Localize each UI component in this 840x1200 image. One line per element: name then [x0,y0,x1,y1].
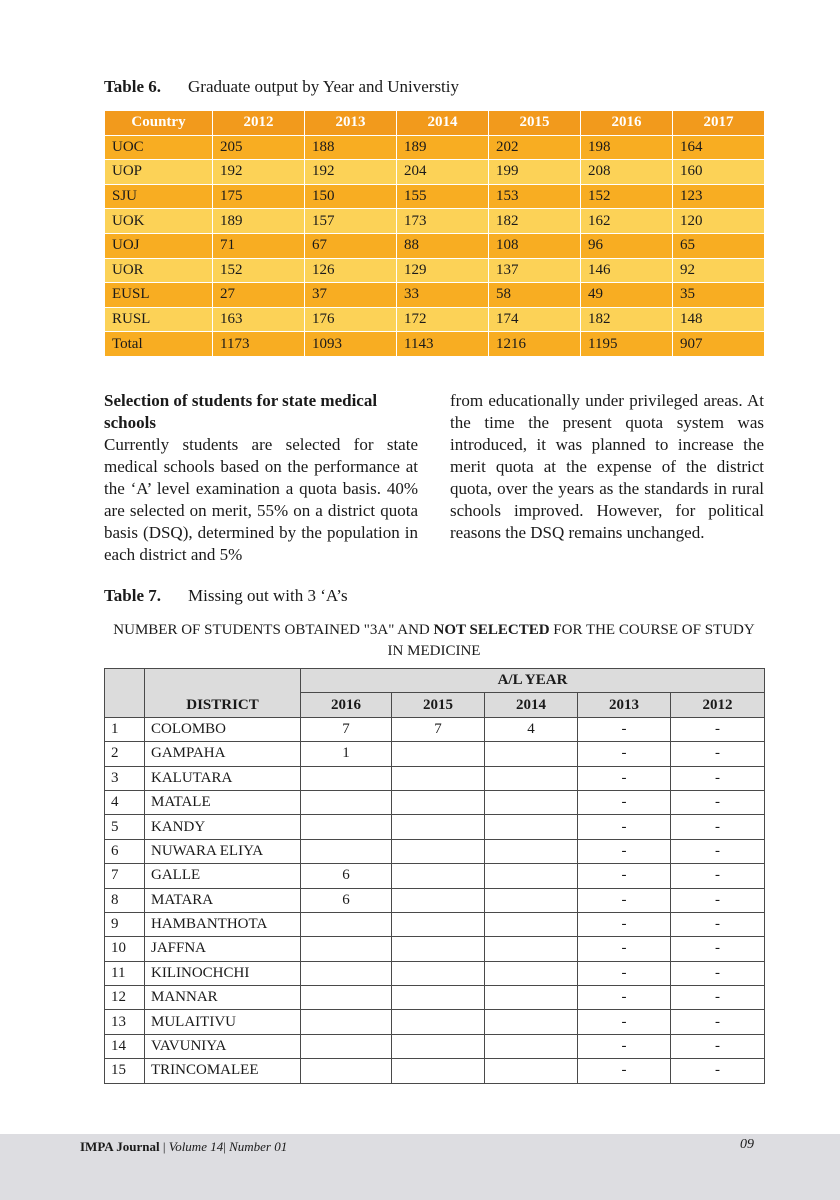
student-count-cell [301,986,392,1010]
student-count-cell: - [671,839,765,863]
university-cell: UOJ [105,233,213,258]
table6-title: Graduate output by Year and Universtiy [188,77,460,96]
table6-caption [104,77,459,97]
student-count-cell [392,790,485,814]
university-cell: SJU [105,184,213,209]
graduate-count-cell: 163 [213,307,305,332]
student-count-cell: - [671,790,765,814]
student-count-cell: - [578,1034,671,1058]
student-count-cell: - [671,961,765,985]
student-count-cell [485,912,578,936]
graduate-count-cell: 120 [673,209,765,234]
graduate-count-cell: 173 [397,209,489,234]
student-count-cell [392,961,485,985]
table-row [105,717,765,741]
student-count-cell [301,1059,392,1083]
graduate-count-cell: 152 [213,258,305,283]
student-count-cell: - [671,742,765,766]
student-count-cell: - [578,961,671,985]
student-count-cell: - [671,1010,765,1034]
student-count-cell: - [578,839,671,863]
row-index-cell: 3 [105,766,145,790]
district-cell: MULAITIVU [145,1010,301,1034]
row-index-cell: 4 [105,790,145,814]
district-cell: KANDY [145,815,301,839]
district-cell: MANNAR [145,986,301,1010]
district-cell: GALLE [145,864,301,888]
row-index-cell: 13 [105,1010,145,1034]
table-row [105,135,765,160]
student-count-cell: - [578,912,671,936]
paragraph-column-2: from educationally under privileged areas. At the time the present quota system was introduced, it was planned to increase the merit quota at the expense of the district quota, over the years as the standards in rural schools improved. However, for political reasons the DSQ remains unchanged. [450,391,764,542]
row-index-cell: 7 [105,864,145,888]
table-row [105,766,765,790]
graduate-count-cell: 199 [489,160,581,185]
student-count-cell [392,986,485,1010]
student-count-cell [301,815,392,839]
table-row [105,1059,765,1083]
row-index-cell: 6 [105,839,145,863]
student-count-cell: 1 [301,742,392,766]
district-cell: VAVUNIYA [145,1034,301,1058]
district-cell: KALUTARA [145,766,301,790]
row-index-cell: 11 [105,961,145,985]
district-header: DISTRICT [145,669,301,718]
student-count-cell [392,864,485,888]
table-row [105,258,765,283]
student-count-cell: - [671,1059,765,1083]
university-cell: UOC [105,135,213,160]
graduate-count-cell: 49 [581,283,673,308]
graduate-count-cell: 37 [305,283,397,308]
section-heading: Selection of students for state medical schools [104,391,378,432]
paragraph-column-1: Currently students are selected for state medical schools based on the performance at the ‘A’ level examination a quota basis. 40% are selected on merit, 55% on a district quota basis (DSQ), determined by the population in each district and 5% [104,435,418,564]
graduate-count-cell: 1195 [581,332,673,357]
table-row [105,961,765,985]
student-count-cell [392,839,485,863]
student-count-cell: - [671,766,765,790]
graduate-count-cell: 65 [673,233,765,258]
graduate-count-cell: 33 [397,283,489,308]
table-row [105,307,765,332]
graduate-count-cell: 152 [581,184,673,209]
student-count-cell: - [671,888,765,912]
student-count-cell [392,815,485,839]
journal-name: IMPA Journal [80,1139,160,1154]
university-cell: UOK [105,209,213,234]
university-cell: Total [105,332,213,357]
graduate-count-cell: 1173 [213,332,305,357]
table6-header-cell: 2013 [305,111,397,136]
graduate-count-cell: 88 [397,233,489,258]
student-count-cell [485,1059,578,1083]
table-row [105,1010,765,1034]
row-index-cell: 2 [105,742,145,766]
student-count-cell [485,1010,578,1034]
volume-label: Volume 14 [168,1139,224,1154]
district-cell: COLOMBO [145,717,301,741]
row-index-cell: 8 [105,888,145,912]
year-header-cell: 2014 [485,693,578,717]
student-count-cell [485,986,578,1010]
graduate-count-cell: 148 [673,307,765,332]
table6-header-row [105,111,765,136]
table-row [105,1034,765,1058]
graduate-count-cell: 58 [489,283,581,308]
student-count-cell [485,742,578,766]
graduate-count-cell: 129 [397,258,489,283]
student-count-cell: 6 [301,888,392,912]
student-count-cell: - [671,937,765,961]
table-row [105,160,765,185]
student-count-cell: - [671,1034,765,1058]
student-count-cell [392,888,485,912]
table-row [105,742,765,766]
student-count-cell: 7 [392,717,485,741]
graduate-count-cell: 155 [397,184,489,209]
student-count-cell [392,742,485,766]
graduate-count-cell: 1143 [397,332,489,357]
student-count-cell [392,937,485,961]
student-count-cell: - [578,986,671,1010]
student-count-cell: - [578,742,671,766]
table-row [105,912,765,936]
row-index-cell: 1 [105,717,145,741]
table-row [105,283,765,308]
table6-header-cell: 2014 [397,111,489,136]
district-cell: KILINOCHCHI [145,961,301,985]
graduate-count-cell: 1216 [489,332,581,357]
footer-separator: | [159,1139,169,1154]
student-count-cell: - [578,1059,671,1083]
student-count-cell [301,790,392,814]
table-row [105,233,765,258]
table-row [105,839,765,863]
graduate-count-cell: 175 [213,184,305,209]
student-count-cell [485,864,578,888]
student-count-cell [485,790,578,814]
student-count-cell [301,839,392,863]
student-count-cell [485,888,578,912]
table-row [105,937,765,961]
graduate-count-cell: 208 [581,160,673,185]
graduate-count-cell: 176 [305,307,397,332]
district-cell: TRINCOMALEE [145,1059,301,1083]
student-count-cell: - [578,888,671,912]
graduate-count-cell: 202 [489,135,581,160]
graduate-output-table [104,110,765,357]
missing-out-table [104,668,765,1084]
subtitle-bold-text: NOT SELECTED [433,622,550,638]
graduate-count-cell: 35 [673,283,765,308]
student-count-cell [301,1034,392,1058]
student-count-cell [301,937,392,961]
graduate-count-cell: 108 [489,233,581,258]
table7-title: Missing out with 3 ‘A’s [188,586,348,605]
graduate-count-cell: 123 [673,184,765,209]
graduate-count-cell: 153 [489,184,581,209]
graduate-count-cell: 160 [673,160,765,185]
student-count-cell [485,839,578,863]
graduate-count-cell: 71 [213,233,305,258]
table-row [105,864,765,888]
row-index-cell: 10 [105,937,145,961]
row-index-cell: 14 [105,1034,145,1058]
subtitle-text-2: FOR THE COURSE OF STUDY IN MEDICINE [387,622,755,659]
graduate-count-cell: 182 [581,307,673,332]
district-cell: MATARA [145,888,301,912]
graduate-count-cell: 162 [581,209,673,234]
graduate-count-cell: 174 [489,307,581,332]
student-count-cell: - [578,790,671,814]
graduate-count-cell: 172 [397,307,489,332]
student-count-cell [301,1010,392,1034]
university-cell: RUSL [105,307,213,332]
district-cell: HAMBANTHOTA [145,912,301,936]
table7-label: Table 7. [104,586,162,605]
student-count-cell [485,937,578,961]
graduate-count-cell: 907 [673,332,765,357]
index-header-cell [105,669,145,718]
graduate-count-cell: 192 [213,160,305,185]
student-count-cell: - [578,1010,671,1034]
graduate-count-cell: 126 [305,258,397,283]
table-row [105,790,765,814]
al-year-header: A/L YEAR [301,669,765,693]
table6-header-cell: 2015 [489,111,581,136]
student-count-cell: - [671,864,765,888]
graduate-count-cell: 189 [213,209,305,234]
university-cell: UOP [105,160,213,185]
table7-group-header-row [105,669,765,693]
subtitle-text-1: NUMBER OF STUDENTS OBTAINED "3A" AND [113,622,434,638]
district-cell: GAMPAHA [145,742,301,766]
table7-caption [104,586,348,606]
student-count-cell [392,766,485,790]
table6-header-cell: 2012 [213,111,305,136]
student-count-cell: - [578,717,671,741]
graduate-count-cell: 1093 [305,332,397,357]
student-count-cell: - [671,986,765,1010]
graduate-count-cell: 198 [581,135,673,160]
graduate-count-cell: 189 [397,135,489,160]
university-cell: EUSL [105,283,213,308]
table6-label: Table 6. [104,77,162,96]
student-count-cell: - [578,766,671,790]
row-index-cell: 12 [105,986,145,1010]
graduate-count-cell: 182 [489,209,581,234]
student-count-cell [301,961,392,985]
year-header-cell: 2012 [671,693,765,717]
table-row [105,815,765,839]
graduate-count-cell: 67 [305,233,397,258]
student-count-cell [485,815,578,839]
table7-subtitle [104,620,764,662]
table-row [105,209,765,234]
student-count-cell [301,912,392,936]
year-header-cell: 2013 [578,693,671,717]
table6-header-cell: Country [105,111,213,136]
table6-header-cell: 2017 [673,111,765,136]
year-header-cell: 2015 [392,693,485,717]
student-count-cell [485,1034,578,1058]
graduate-count-cell: 204 [397,160,489,185]
graduate-count-cell: 150 [305,184,397,209]
district-cell: NUWARA ELIYA [145,839,301,863]
district-cell: JAFFNA [145,937,301,961]
student-count-cell: 4 [485,717,578,741]
graduate-count-cell: 92 [673,258,765,283]
university-cell: UOR [105,258,213,283]
table-row [105,332,765,357]
student-count-cell: 7 [301,717,392,741]
graduate-count-cell: 164 [673,135,765,160]
student-count-cell [392,912,485,936]
footer-separator: | [223,1139,230,1154]
student-count-cell [485,766,578,790]
student-count-cell [392,1010,485,1034]
student-count-cell [301,766,392,790]
table-row [105,986,765,1010]
graduate-count-cell: 188 [305,135,397,160]
row-index-cell: 9 [105,912,145,936]
student-count-cell: - [671,912,765,936]
number-label: Number 01 [229,1139,288,1154]
graduate-count-cell: 96 [581,233,673,258]
graduate-count-cell: 205 [213,135,305,160]
graduate-count-cell: 137 [489,258,581,283]
table6-header-cell: 2016 [581,111,673,136]
student-count-cell [392,1034,485,1058]
student-count-cell [392,1059,485,1083]
graduate-count-cell: 157 [305,209,397,234]
student-count-cell [485,961,578,985]
graduate-count-cell: 27 [213,283,305,308]
student-count-cell: - [578,815,671,839]
graduate-count-cell: 146 [581,258,673,283]
student-count-cell: - [578,937,671,961]
row-index-cell: 5 [105,815,145,839]
page-number: 09 [740,1137,754,1152]
student-count-cell: 6 [301,864,392,888]
student-count-cell: - [578,864,671,888]
footer-citation [80,1139,287,1155]
table-row [105,888,765,912]
table-row [105,184,765,209]
district-cell: MATALE [145,790,301,814]
student-count-cell: - [671,815,765,839]
year-header-cell: 2016 [301,693,392,717]
row-index-cell: 15 [105,1059,145,1083]
student-count-cell: - [671,717,765,741]
graduate-count-cell: 192 [305,160,397,185]
